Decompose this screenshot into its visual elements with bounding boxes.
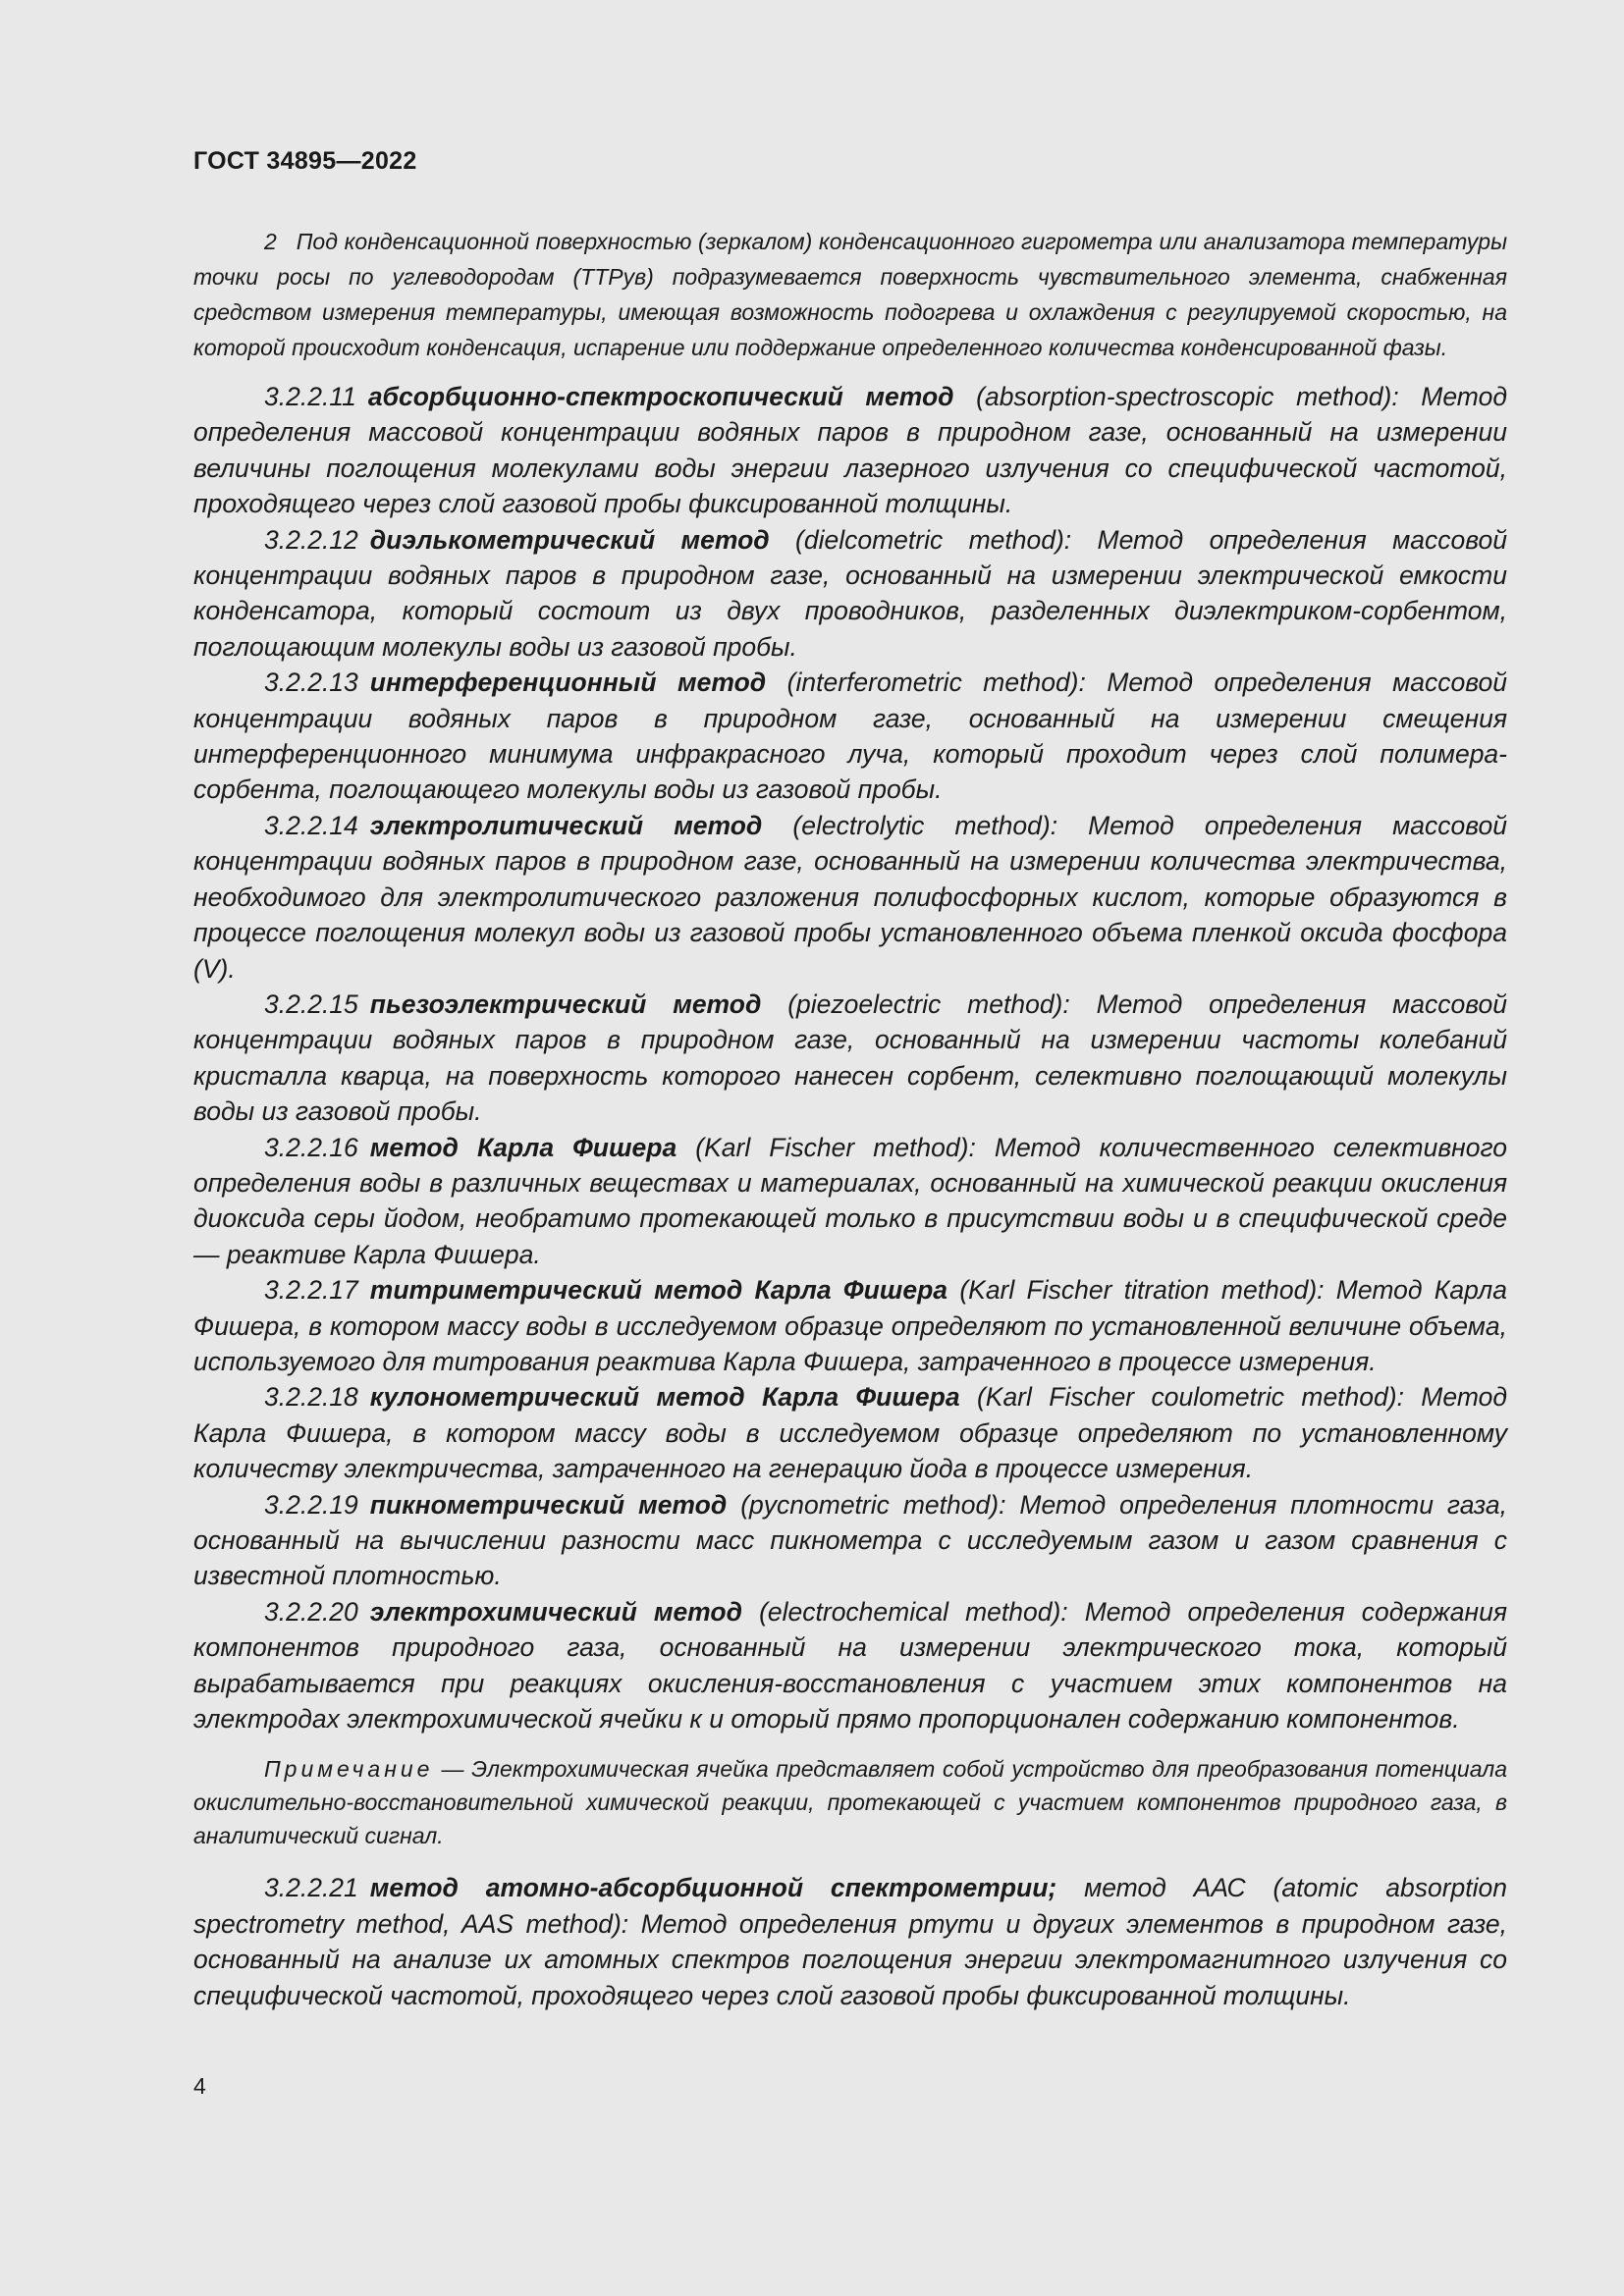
term-number: 3.2.2.14 bbox=[264, 810, 358, 840]
term-number: 3.2.2.18 bbox=[264, 1382, 358, 1413]
term-definition: (piezoelectric method): Метод определения массовой концентрации водяных паров в природном газе, основанный на измерении частоты колебаний кристалла кварца, на поверхность которого нанесен сорбент, селективно поглощающий молекулы воды из газовой пробы. bbox=[193, 988, 1507, 1127]
term-definition: (electrochemical method): Метод определения содержания компонентов природного газа, основанный на измерении электрического тока, который вырабатывается при реакциях окисления-восстановления с участием этих компонентов на электродах электрохимической ячейки к и оторый прямо пропорционален содержанию компонентов. bbox=[193, 1596, 1507, 1735]
term-entry bbox=[193, 1594, 1507, 1737]
term-definition: метод ААС (atomic absorption spectrometry method, AAS method): Метод определения ртути и других элементов в природном газе, основанный на анализе их атомных спектров поглощения энергии электромагнитного излучения со специфической частотой, проходящего через слой газовой пробы фиксированной толщины. bbox=[193, 1873, 1507, 2010]
term-entry bbox=[193, 1272, 1507, 1379]
term-entry bbox=[193, 808, 1507, 987]
term-name: абсорбционно-спектроскопический метод bbox=[367, 382, 954, 411]
term-name: электрохимический метод bbox=[369, 1596, 742, 1627]
note-label: Примечание bbox=[264, 1756, 434, 1783]
note-paragraph bbox=[193, 224, 1507, 365]
term-entry bbox=[193, 987, 1507, 1130]
term-entry bbox=[193, 379, 1507, 522]
document-body bbox=[193, 224, 1507, 2013]
term-entry bbox=[193, 1130, 1507, 1273]
term-name: пьезоэлектрический метод bbox=[369, 988, 762, 1019]
term-number: 3.2.2.21 bbox=[264, 1873, 358, 1903]
term-definition: (Karl Fischer titration method): Метод Карла Фишера, в котором массу воды в исследуемом образце определяют по установленной величине объема, используемого для титрования реактива Карла Фишера, затраченного в процессе измерения. bbox=[193, 1275, 1507, 1376]
term-name: метод атомно-абсорбционной спектрометрии; bbox=[369, 1873, 1057, 1903]
term-number: 3.2.2.12 bbox=[264, 524, 358, 555]
term-name: кулонометрический метод Карла Фишера bbox=[369, 1382, 960, 1413]
term-definition: (dielcometric method): Метод определения массовой концентрации водяных паров в природном газе, основанный на измерении электрической емкости конденсатора, который состоит из двух проводников, разделенных диэлектриком-сорбентом, поглощающим молекулы воды из газовой пробы. bbox=[193, 524, 1507, 662]
term-name: диэлькометрический метод bbox=[369, 524, 770, 555]
term-number: 3.2.2.20 bbox=[264, 1596, 358, 1627]
page-number: 4 bbox=[193, 2073, 206, 2099]
term-name: электролитический метод bbox=[369, 810, 763, 840]
term-entry bbox=[193, 1487, 1507, 1594]
term-name: метод Карла Фишера bbox=[369, 1132, 677, 1162]
note-paragraph bbox=[193, 1752, 1507, 1852]
note-text: — Электрохимическая ячейка представляет собой устройство для преобразования потенциала окислительно-восстановительной химической реакции, протекающей с участием компонентов природного газа, в аналитический сигнал. bbox=[193, 1756, 1507, 1849]
term-definition: (Karl Fischer method): Метод количественного селективного определения воды в различных веществах и материалах, основанный на химической реакции окисления диоксида серы йодом, необратимо протекающей только в присутствии воды и в специфической среде — реактиве Карла Фишера. bbox=[193, 1132, 1507, 1269]
note-text: Под конденсационной поверхностью (зеркалом) конденсационного гигрометра или анализатора температуры точки росы по углеводородам (ТТРув) подразумевается поверхность чувствительного элемента, снабженная средством измерения температуры, имеющая возможность подогрева и охлаждения с регулируемой скоростью, на которой происходит конденсация, испарение или поддержание определенного количества конденсированной фазы. bbox=[193, 229, 1508, 360]
term-name: титриметрический метод Карла Фишера bbox=[369, 1275, 948, 1306]
term-entry bbox=[193, 665, 1507, 808]
term-definition: (interferometric method): Метод определения массовой концентрации водяных паров в природном газе, основанный на измерении смещения интерференционного минимума инфракрасного луча, который проходит через слой полимера-сорбента, поглощающего молекулы воды из газовой пробы. bbox=[193, 667, 1507, 805]
note-number: 2 bbox=[264, 229, 277, 254]
term-number: 3.2.2.15 bbox=[264, 988, 358, 1019]
term-definition: (electrolytic method): Метод определения массовой концентрации водяных паров в природном газе, основанный на измерении количества электричества, необходимого для электролитического разложения полифосфорных кислот, которые образуются в процессе поглощения молекул воды из газовой пробы установленного объема пленкой оксида фосфора (V). bbox=[193, 810, 1507, 984]
term-entry bbox=[193, 1870, 1507, 2013]
term-name: пикнометрический метод bbox=[369, 1489, 728, 1520]
term-definition: (Karl Fischer coulometric method): Метод Карла Фишера, в котором массу воды в исследуемом образце определяют по установленному количеству электричества, затраченного на генерацию йода в процессе измерения. bbox=[193, 1382, 1507, 1484]
document-header: ГОСТ 34895—2022 bbox=[193, 147, 417, 175]
term-number: 3.2.2.11 bbox=[264, 382, 356, 411]
term-definition: (absorption-spectroscopic method): Метод определения массовой концентрации водяных паров в природном газе, основанный на измерении величины поглощения молекулами воды энергии лазерного излучения со специфической частотой, проходящего через слой газовой пробы фиксированной толщины. bbox=[193, 382, 1507, 519]
term-definition: (pycnometric method): Метод определения плотности газа, основанный на вычислении разности масс пикнометра с исследуемым газом и газом сравнения с известной плотностью. bbox=[193, 1489, 1507, 1591]
term-entry bbox=[193, 1379, 1507, 1486]
term-number: 3.2.2.13 bbox=[264, 667, 358, 698]
term-number: 3.2.2.19 bbox=[264, 1489, 358, 1520]
term-entry bbox=[193, 522, 1507, 666]
term-number: 3.2.2.16 bbox=[264, 1132, 358, 1162]
term-number: 3.2.2.17 bbox=[264, 1275, 358, 1306]
term-name: интерференционный метод bbox=[369, 667, 767, 698]
